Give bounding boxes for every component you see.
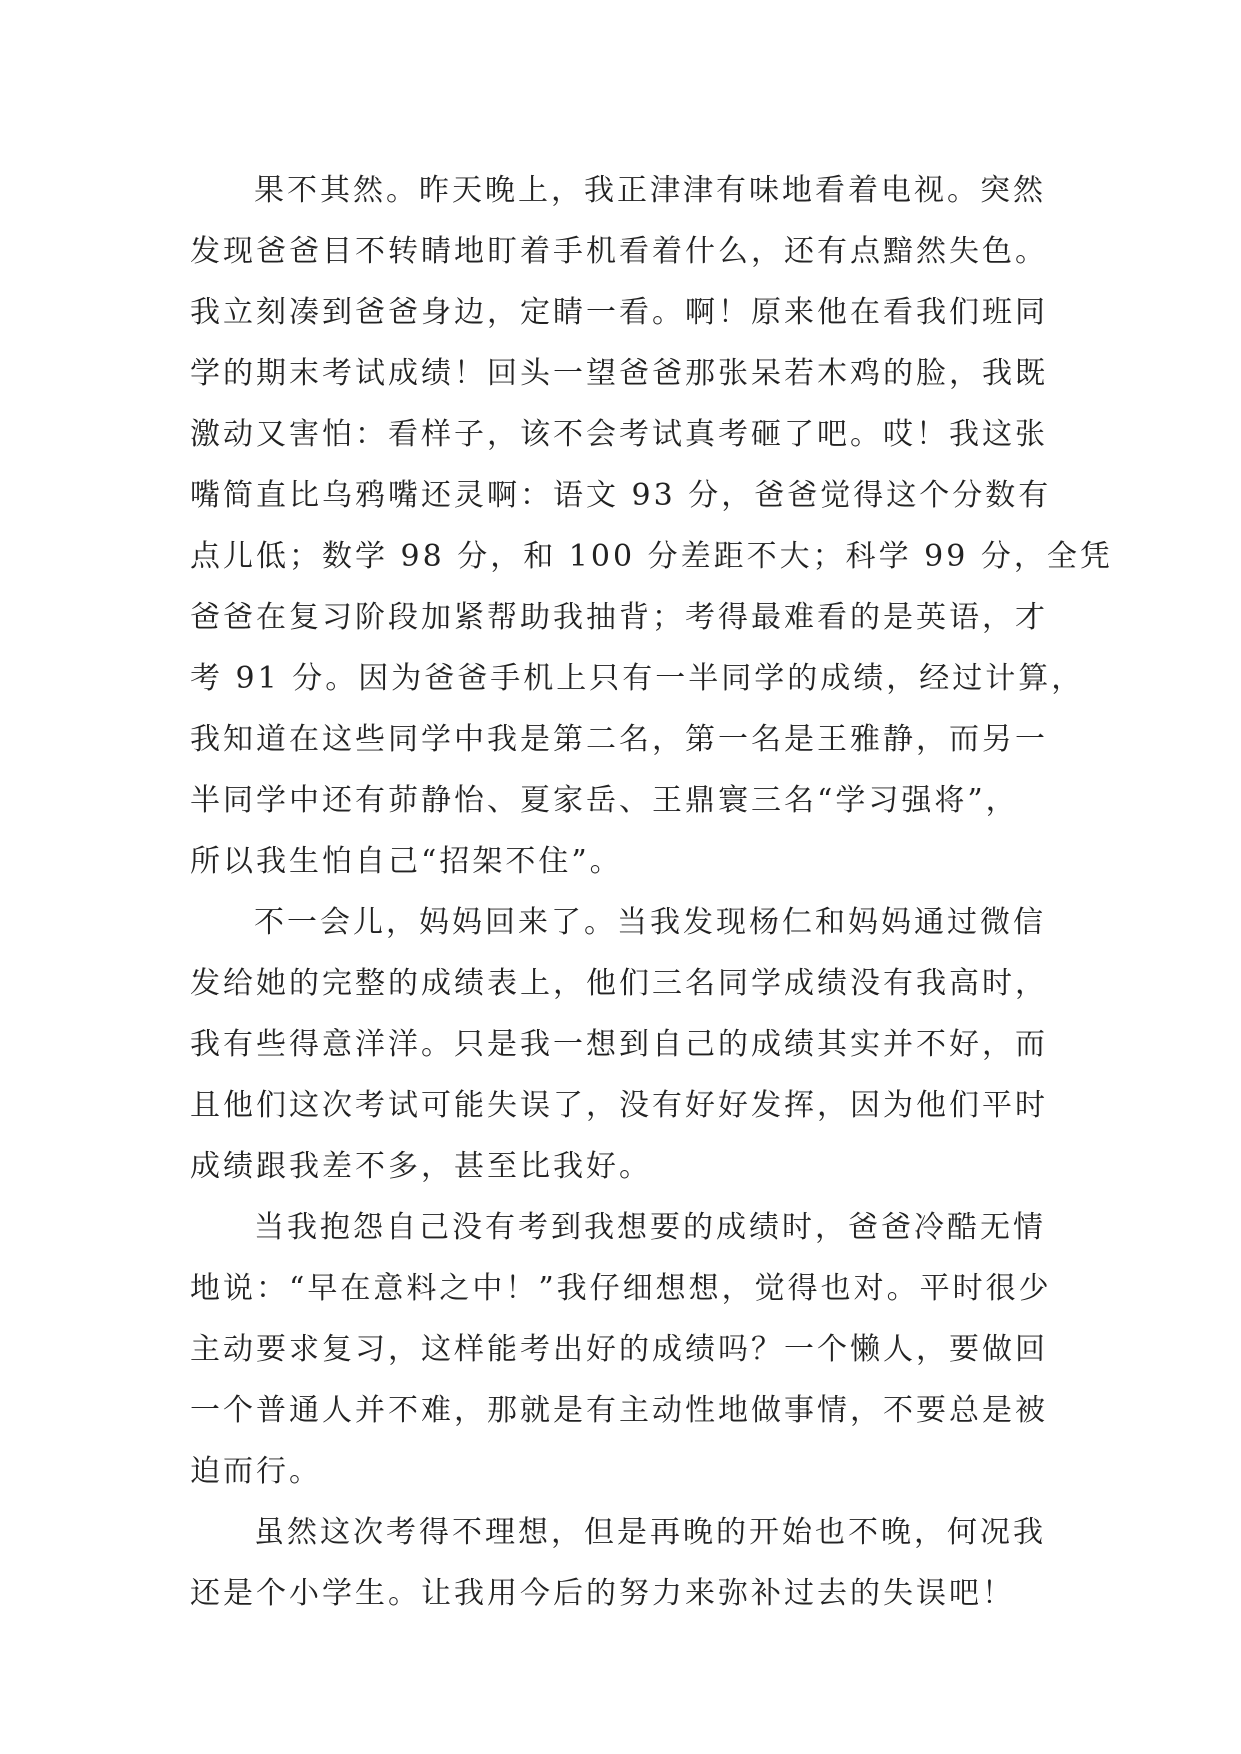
text-line: 果不其然。昨天晚上，我正津津有味地看着电视。突然	[254, 173, 1046, 208]
text-line: 一个普通人并不难，那就是有主动性地做事情，不要总是被	[190, 1393, 1048, 1428]
text-line: 我立刻凑到爸爸身边，定睛一看。啊！原来他在看我们班同	[190, 295, 1048, 330]
text-line: 点儿低；数学 98 分，和 100 分差距不大；科学 99 分，全凭	[190, 539, 1113, 574]
text-line: 迫而行。	[190, 1454, 322, 1489]
text-line: 且他们这次考试可能失误了，没有好好发挥，因为他们平时	[190, 1088, 1048, 1123]
text-line: 发给她的完整的成绩表上，他们三名同学成绩没有我高时，	[190, 966, 1048, 1001]
text-line: 嘴简直比乌鸦嘴还灵啊：语文 93 分，爸爸觉得这个分数有	[190, 478, 1052, 513]
text-line: 我有些得意洋洋。只是我一想到自己的成绩其实并不好，而	[190, 1027, 1048, 1062]
text-line: 虽然这次考得不理想，但是再晚的开始也不晚，何况我	[254, 1515, 1046, 1550]
text-line: 考 91 分。因为爸爸手机上只有一半同学的成绩，经过计算，	[190, 661, 1085, 696]
paragraph-2	[190, 892, 1070, 1197]
paragraph-3	[190, 1197, 1070, 1502]
text-line: 成绩跟我差不多，甚至比我好。	[190, 1149, 652, 1184]
essay-body	[190, 160, 1113, 1624]
text-line: 地说：“早在意料之中！”我仔细想想，觉得也对。平时很少	[190, 1271, 1052, 1306]
text-line: 发现爸爸目不转睛地盯着手机看着什么，还有点黯然失色。	[190, 234, 1048, 269]
text-line: 爸爸在复习阶段加紧帮助我抽背；考得最难看的是英语，才	[190, 600, 1048, 635]
text-line: 所以我生怕自己“招架不住”。	[190, 844, 623, 879]
text-line: 我知道在这些同学中我是第二名，第一名是王雅静，而另一	[190, 722, 1048, 757]
text-line: 当我抱怨自己没有考到我想要的成绩时，爸爸冷酷无情	[254, 1210, 1046, 1245]
text-line: 不一会儿，妈妈回来了。当我发现杨仁和妈妈通过微信	[254, 905, 1046, 940]
text-line: 还是个小学生。让我用今后的努力来弥补过去的失误吧！	[190, 1576, 1015, 1611]
text-line: 学的期末考试成绩！回头一望爸爸那张呆若木鸡的脸，我既	[190, 356, 1048, 391]
paragraph-4	[190, 1502, 1070, 1624]
paragraph-1	[190, 160, 1113, 892]
text-line: 半同学中还有茆静怡、夏家岳、王鼎寰三名“学习强将”，	[190, 783, 1019, 818]
text-line: 激动又害怕：看样子，该不会考试真考砸了吧。哎！我这张	[190, 417, 1048, 452]
text-line: 主动要求复习，这样能考出好的成绩吗？一个懒人，要做回	[190, 1332, 1048, 1367]
